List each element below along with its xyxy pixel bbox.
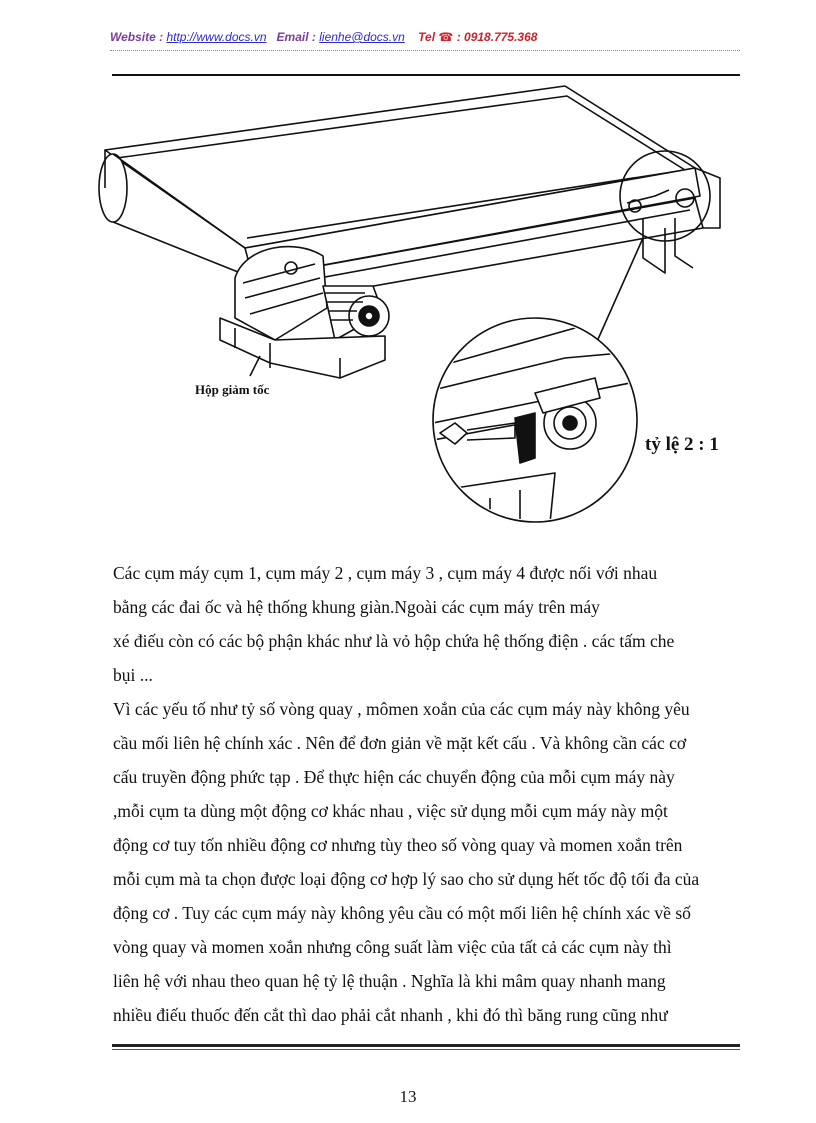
- left-roller: [99, 154, 127, 222]
- text-line: Vì các yếu tố như tỷ số vòng quay , mômen xoắn của các cụm máy này không yêu: [113, 699, 690, 719]
- label-gearbox: Hộp giảm tốc: [195, 382, 270, 397]
- text-line: ,mỗi cụm ta dùng một động cơ khác nhau , việc sử dụng mỗi cụm máy này một: [113, 801, 668, 821]
- email-label: Email :: [276, 30, 316, 44]
- top-rule: [112, 74, 740, 76]
- text-line: nhiều điếu thuốc đến cắt thì dao phải cắt nhanh , khi đó thì băng rung cũng như: [113, 1005, 668, 1025]
- email-link[interactable]: lienhe@docs.vn: [319, 30, 405, 44]
- text-line: Các cụm máy cụm 1, cụm máy 2 , cụm máy 3 , cụm máy 4 được nối với nhau: [113, 563, 658, 583]
- gearbox: [235, 247, 327, 340]
- header-divider: [110, 50, 740, 51]
- label-scale: tỷ lệ 2 : 1: [645, 434, 719, 455]
- text-line: bụi ...: [113, 665, 153, 685]
- text-line: vòng quay và momen xoắn nhưng công suất làm việc của tất cả các cụm này thì: [113, 937, 672, 957]
- website-label: Website :: [110, 30, 164, 44]
- tel-value: : 0918.775.368: [456, 30, 538, 44]
- page-header: [110, 30, 740, 50]
- phone-icon: ☎: [438, 30, 454, 44]
- website-link[interactable]: http://www.docs.vn: [166, 30, 267, 44]
- paragraph-1: [113, 556, 741, 692]
- detail-leader-line: [595, 238, 643, 346]
- conveyor-figure: [95, 78, 745, 548]
- text-line: xé điếu còn có các bộ phận khác như là vỏ hộp chứa hệ thống điện . các tấm che: [113, 631, 675, 651]
- footer-rule-thin: [112, 1049, 740, 1050]
- text-line: cầu mối liên hệ chính xác . Nên để đơn giản về mặt kết cấu . Và không cần các cơ: [113, 733, 687, 753]
- page-number: 13: [399, 1087, 417, 1106]
- tel-label: Tel: [418, 30, 436, 44]
- text-line: động cơ tuy tốn nhiều động cơ nhưng tùy theo số vòng quay và momen xoắn trên: [113, 835, 683, 855]
- paragraph-2: [113, 692, 741, 1032]
- text-line: bằng các đai ốc và hệ thống khung giàn.Ngoài các cụm máy trên máy: [113, 597, 600, 617]
- text-line: liên hệ với nhau theo quan hệ tỷ lệ thuận . Nghĩa là khi mâm quay nhanh mang: [113, 971, 666, 991]
- text-line: mỗi cụm mà ta chọn được loại động cơ hợp lý sao cho sử dụng hết tốc độ tối đa của: [113, 869, 700, 889]
- text-line: động cơ . Tuy các cụm máy này không yêu cầu có một mối liên hệ chính xác về số: [113, 903, 691, 923]
- text-line: cấu truyền động phức tạp . Để thực hiện các chuyển động của mỗi cụm máy này: [113, 767, 675, 787]
- footer-rule-thick: [112, 1044, 740, 1047]
